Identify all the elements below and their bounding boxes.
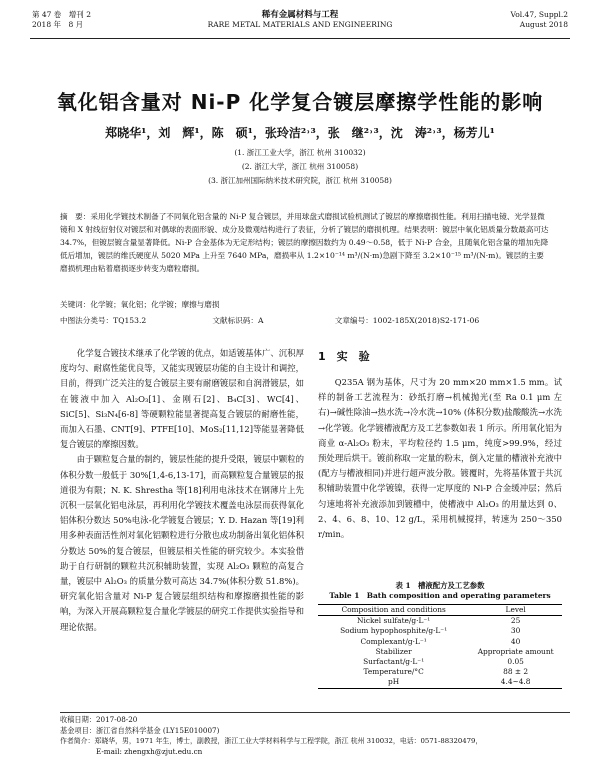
table-caption-en: Table 1 Bath composition and operating parameters (329, 591, 551, 600)
clc-number: 中图法分类号：TQ153.2 (60, 316, 147, 325)
table-cell: pH (388, 677, 400, 687)
table-cell: Surfactant/g·L⁻¹ (363, 657, 425, 667)
abstract: 摘 要：采用化学镀技术制备了不同氧化铝含量的 Ni-P 复合镀层，并用球盘式磨损试验机测试了镀层的摩擦磨损性能。利用扫描电镜、光学显微镜和 X 射线衍射仪对镀层和对偶球的表面形貌、成分及微观结构进行了表征，分析了镀层的磨损机理。结果表明：镀层中氧化铝质量分数最高可达 34.7%，但镀层镀含量显著降低。Ni-P 合金基体为无定形结构；镀层的摩擦因数约为 0.49～0.58，低于 Ni-P 合金，且随氧化铝含量的增加先降低后增加，镀层的维氏硬度从 5020 MPa 上升至 7640 MPa，磨损率从 1.2×10⁻¹⁴ m³/(N·m)急剧下降至 3.2×10⁻¹⁵ m³/(N·m)。镀层的主要磨损机理由粘着磨损逐步转变为磨粒磨损。 (60, 212, 549, 273)
table-row (318, 637, 562, 647)
table-header-row (318, 605, 562, 616)
table-cell: Sodium hypophosphite/g·L⁻¹ (340, 626, 448, 636)
header-right (511, 10, 568, 30)
affiliation-1: (1. 浙江工业大学，浙江 杭州 310032) (234, 148, 366, 157)
table-cell: 88 ± 2 (503, 667, 529, 677)
table-cell: 25 (510, 616, 521, 626)
funding-note: 基金项目：浙江省自然科学基金 (LY15E010007) (60, 725, 220, 735)
journal-name-cn: 稀有金属材料与工程 (261, 10, 339, 20)
article-number: 文章编号：1002-185X(2018)S2-171-06 (334, 316, 480, 325)
table-1 (318, 581, 562, 689)
table-cell: Complexant/g·L⁻¹ (360, 636, 427, 646)
right-column (318, 375, 562, 542)
header-center (30, 10, 570, 30)
experiment-paragraph: Q235A 钢为基体，尺寸为 20 mm×20 mm×1.5 mm。试样的制备工艺流程为：砂纸打磨→机械抛光(至 Ra 0.1 μm 左右)→碱性除油→热水洗→冷水洗→10% (体积分数)盐酸酸洗→水洗→化学镀。化学镀槽液配方及工艺参数如表 1 所示。所用氧化铝为商业 α-Al₂O₃ 粉末，平均粒径约 1.5 μm，纯度>99.9%，经过预处理后烘干。镀前称取一定量的粉末，倒入定量的槽液补充液中(配方与槽液相同)并进行超声波分散。镀覆时，先将基体置于共沉积辅助装置中化学镀镍，获得一定厚度的 Ni-P 合金缓冲层；然后匀速地将补充液添加到镀槽中，使槽液中 Al₂O₃ 的用量达到 0、2、4、6、8、10、12 g/L，采用机械搅拌，转速为 250～350 r/min。 (318, 377, 562, 540)
running-header (30, 8, 570, 39)
volume-cn: 第 47 卷 增刊 2 (32, 10, 91, 19)
table-header-cell: Level (505, 605, 526, 614)
date-en: August 2018 (519, 20, 568, 29)
author-list: 郑晓华¹，刘 辉¹，陈 硕¹，张玲洁²˒³，张 继²˒³，沈 涛²˒³，杨芳儿¹ (105, 126, 495, 140)
table-cell: Nickel sulfate/g·L⁻¹ (356, 616, 431, 626)
table-row (318, 616, 562, 627)
table-cell: 30 (510, 626, 521, 636)
affiliation-3: (3. 浙江加州国际纳米技术研究院，浙江 杭州 310058) (208, 176, 392, 185)
date-cn: 2018 年 8 月 (32, 20, 84, 29)
affiliation-2: (2. 浙江大学，浙江 杭州 310058) (241, 162, 359, 171)
volume-en: Vol.47, Suppl.2 (510, 10, 568, 19)
table-cell: Temperature/°C (363, 667, 424, 677)
footnotes (60, 712, 570, 757)
author-email[interactable]: E-mail: zhengxh@zjut.edu.cn (96, 746, 203, 756)
table-caption-cn: 表 1 槽液配方及工艺参数 (395, 581, 485, 590)
table-cell: 0.05 (507, 657, 524, 667)
table-cell: Appropriate amount (477, 646, 554, 656)
table-row (318, 677, 562, 688)
bath-composition-table (318, 604, 562, 689)
intro-paragraph-2: 由于颗粒复合量的制约，镀层性能的提升受限，镀层中颗粒的体积分数一般低于 30%[1,4-6,13-17]，而高颗粒复合量镀层的报道很为有限；N. K. Shrestha 等[18]利用电泳技术在钢薄片上先沉积一层氧化铝电泳层，再利用化学镀技术覆盖电泳层而获得氧化铝体积分数达 50%电泳-化学镀复合镀层；Y. D. Hazan 等[19]利用多种表面活性剂对氧化铝颗粒进行分散也成功制备出氧化铝体积分数达 50%的复合镀层，但镀层相关性能的研究较少。本实验借助于自行研制的颗粒共沉积辅助装置，实现 Al₂O₃ 颗粒的高复合量，镀层中 Al₂O₃ 的质量分数可高达 34.7%(体积分数 51.8%)。研究氧化铝含量对 Ni-P 复合镀层组织结构和摩擦磨损性能的影响，为深入开展高颗粒复合量化学镀层的研究工作提供实验指导和理论依据。 (60, 454, 304, 632)
table-cell: 40 (510, 636, 521, 646)
received-date: 收稿日期：2017-08-20 (60, 715, 138, 724)
table-header-cell: Composition and conditions (341, 605, 446, 614)
classification-line (60, 315, 550, 326)
keywords: 关键词：化学镀；氧化铝；化学镀；摩擦与磨损 (60, 300, 220, 309)
author-bio: 作者简介：郑晓华，男，1971 年生，博士，副教授，浙江工业大学材料科学与工程学院，浙江 杭州 310032，电话：0571-88320479， (60, 737, 483, 745)
table-cell: Stabilizer (375, 646, 412, 656)
table-cell: 4.4~4.8 (500, 677, 531, 687)
table-row (318, 647, 562, 657)
section-heading-experiment: 1 实 验 (318, 350, 370, 363)
table-row (318, 626, 562, 636)
table-row (318, 667, 562, 677)
intro-paragraph-1: 化学复合镀技术继承了化学镀的优点，如适镀基体广、沉积厚度均匀、耐腐性能优良等，又能实现镀层功能的自主设计和调控，目前，得到广泛关注的复合镀层主要有耐磨镀层和自润滑镀层，如在镀液中加入 Al₂O₃[1]、金刚石[2]、B₄C[3]、WC[4]、SiC[5]、Si₃N₄[6-8] 等硬颗粒能显著提高复合镀层的耐磨性能，而加入石墨、CNT[9]、PTFE[10]、MoS₂[11,12]等能显著降低复合镀层的摩擦因数。 (60, 348, 304, 450)
document-code: 文献标识码：A (212, 316, 264, 325)
left-column (60, 346, 304, 635)
paper-title: 氧化铝含量对 Ni-P 化学复合镀层摩擦学性能的影响 (56, 90, 544, 114)
table-row (318, 657, 562, 667)
journal-name-en: RARE METAL MATERIALS AND ENGINEERING (207, 20, 393, 29)
